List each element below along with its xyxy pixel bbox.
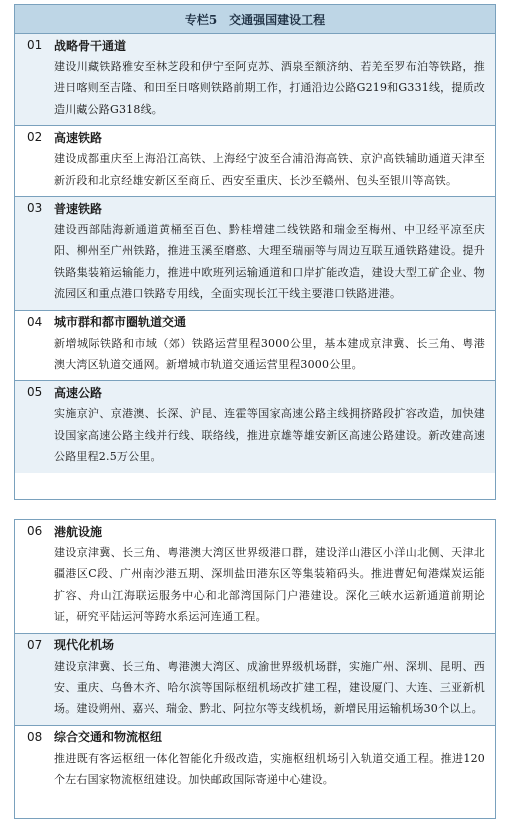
section-number: 05 — [27, 385, 43, 400]
section-08 — [15, 726, 495, 796]
section-06 — [15, 520, 495, 634]
section-number: 03 — [27, 201, 43, 216]
section-03 — [15, 197, 495, 311]
section-title: 战略骨干通道 — [54, 38, 127, 53]
section-01 — [15, 34, 495, 126]
section-body: 新增城际铁路和市域（郊）铁路运营里程3000公里，基本建成京津冀、长三角、粤港澳大湾区轨道交通网。新增城市轨道交通运营里程3000公里。 — [54, 336, 485, 372]
section-body: 推进既有客运枢纽一体化智能化升级改造，实施枢纽机场引入轨道交通工程。推进120个左右国家物流枢纽建设。加快邮政国际寄递中心建设。 — [54, 751, 485, 787]
section-number: 04 — [27, 314, 43, 329]
section-number: 02 — [27, 130, 43, 145]
column-panel-2 — [14, 519, 496, 819]
panel-title: 专栏5 交通强国建设工程 — [15, 5, 495, 34]
column-panel-1 — [14, 4, 496, 500]
section-title: 普速铁路 — [54, 201, 103, 216]
section-body: 建设京津冀、长三角、粤港澳大湾区世界级港口群，建设洋山港区小洋山北侧、天津北疆港区C段、广州南沙港五期、深圳盐田港东区等集装箱码头。推进曹妃甸港煤炭运能扩容、舟山江海联运服务中心和北部湾国际门户港建设。深化三峡水运新通道前期论证，研究平陆运河等跨水系运河连通工程。 — [54, 546, 485, 624]
section-07 — [15, 634, 495, 726]
section-title: 高速铁路 — [54, 130, 103, 145]
section-number: 07 — [27, 637, 43, 652]
section-title: 现代化机场 — [54, 638, 115, 653]
section-body: 建设西部陆海新通道黄桶至百色、黔桂增建二线铁路和瑞金至梅州、中卫经平凉至庆阳、柳州至广州铁路，推进玉溪至磨憨、大理至瑞丽等与周边互联互通铁路建设。提升铁路集装箱运输能力，推进中欧班列运输通道和口岸扩能改造，建设大型工矿企业、物流园区和重点港口铁路专用线，全面实现长江干线主要港口铁路进港。 — [54, 223, 485, 301]
section-body: 建设成都重庆至上海沿江高铁、上海经宁波至合浦沿海高铁、京沪高铁辅助通道天津至新沂段和北京经雄安新区至商丘、西安至重庆、长沙至赣州、包头至银川等高铁。 — [54, 152, 485, 187]
section-body: 建设川藏铁路雅安至林芝段和伊宁至阿克苏、酒泉至额济纳、若羌至罗布泊等铁路，推进日喀则至吉隆、和田至日喀则铁路前期工作，打通沿边公路G219和G331线，提质改造川藏公路G318线。 — [54, 60, 485, 116]
section-body: 实施京沪、京港澳、长深、沪昆、连霍等国家高速公路主线拥挤路段扩容改造，加快建设国家高速公路主线并行线、联络线，推进京雄等雄安新区高速公路建设。新改建高速公路里程2.5万公里。 — [54, 407, 485, 464]
section-title: 港航设施 — [54, 524, 103, 539]
section-number: 08 — [27, 729, 43, 744]
section-title: 高速公路 — [54, 385, 103, 400]
section-body: 建设京津冀、长三角、粤港澳大湾区、成渝世界级机场群，实施广州、深圳、昆明、西安、重庆、乌鲁木齐、哈尔滨等国际枢纽机场改扩建工程，建设厦门、大连、三亚新机场。建设朔州、嘉兴、瑞金、黔北、阿拉尔等支线机场，新增民用运输机场30个以上。 — [54, 659, 485, 716]
section-05 — [15, 381, 495, 472]
section-title: 城市群和都市圈轨道交通 — [54, 315, 187, 330]
section-number: 06 — [27, 524, 43, 538]
section-number: 01 — [27, 38, 43, 52]
section-02 — [15, 126, 495, 197]
section-title: 综合交通和物流枢纽 — [54, 730, 163, 745]
section-04 — [15, 311, 495, 382]
